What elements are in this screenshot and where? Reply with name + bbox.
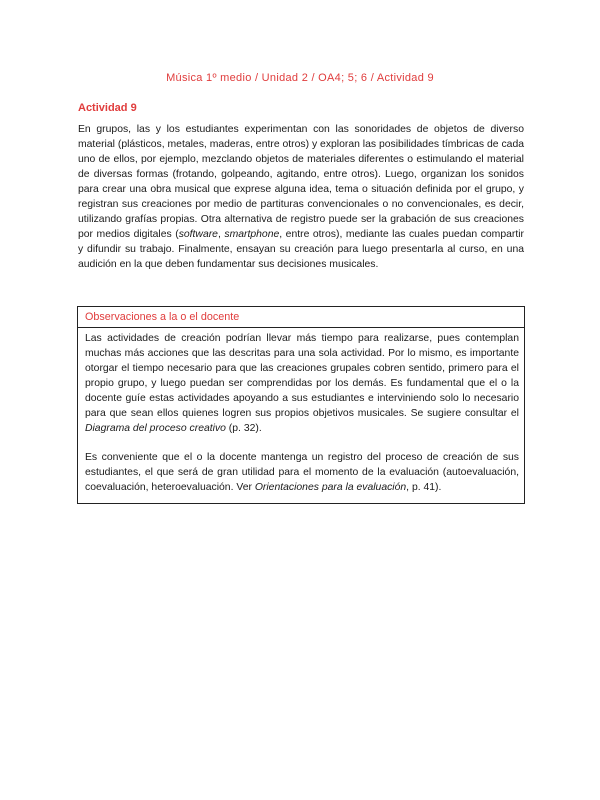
- text-run: ,: [217, 229, 225, 240]
- teacher-notes-paragraph-1: [85, 331, 519, 436]
- text-run: Es conveniente que el o la docente mantenga un registro del proceso de creación de sus estudiantes, el que será de gran utilidad para el momento de la evaluación (autoevaluación, coevaluación, heteroevaluación. Ver: [85, 452, 519, 493]
- emphasized-text: software: [178, 229, 218, 240]
- text-run: En grupos, las y los estudiantes experimentan con las sonoridades de objetos de diverso material (plásticos, metales, maderas, entre otros) y exploran las posibilidades tímbricas de cada uno de ellos, por ejemplo, mezclando objetos de materiales diferentes o estimulando el material de diversas formas (frotando, golpeando, agitando, entre otros). Luego, organizan los sonidos para crear una obra musical que exprese alguna idea, tema o situación definida por el grupo, y registran sus creaciones por medio de partituras convencionales o no convencionales, es decir, utilizando grafías propias. Otra alternativa de registro puede ser la grabación de sus creaciones por medios digitales (: [78, 124, 524, 240]
- running-header: Música 1º medio / Unidad 2 / OA4; 5; 6 / Actividad 9: [166, 72, 434, 84]
- text-run: (p. 32).: [225, 423, 262, 434]
- emphasized-text: smartphone: [224, 229, 280, 240]
- teacher-notes-title: Observaciones a la o el docente: [85, 311, 240, 323]
- text-run: Las actividades de creación podrían llevar más tiempo para realizarse, pues contemplan muchas más acciones que las descritas para una sola actividad. Por lo mismo, es importante otorgar el tiempo necesario para que las creaciones grupales cobren sentido, primero para el propio grupo, y luego puedan ser comprendidas por los demás. Es fundamental que el o la docente guíe estas actividades apoyando a sus estudiantes e interviniendo solo lo necesario para que sean ellos quienes logren sus propios objetivos musicales. Se sugiere consultar el: [85, 333, 519, 419]
- emphasized-text: Diagrama del proceso creativo: [85, 423, 226, 434]
- activity-description: [78, 122, 524, 272]
- teacher-notes-box: [77, 306, 525, 504]
- teacher-notes-divider: [78, 327, 524, 328]
- text-run: , p. 41).: [406, 482, 442, 493]
- teacher-notes-paragraph-2: [85, 450, 519, 495]
- emphasized-text: Orientaciones para la evaluación: [254, 482, 407, 493]
- text-run: , entre otros), mediante las cuales puedan compartir y difundir su trabajo. Finalmente, ensayan su creación para luego presentarla al curso, en una audición en la que deben fundamentar sus decisiones musicales.: [78, 229, 525, 270]
- activity-title: Actividad 9: [78, 102, 137, 114]
